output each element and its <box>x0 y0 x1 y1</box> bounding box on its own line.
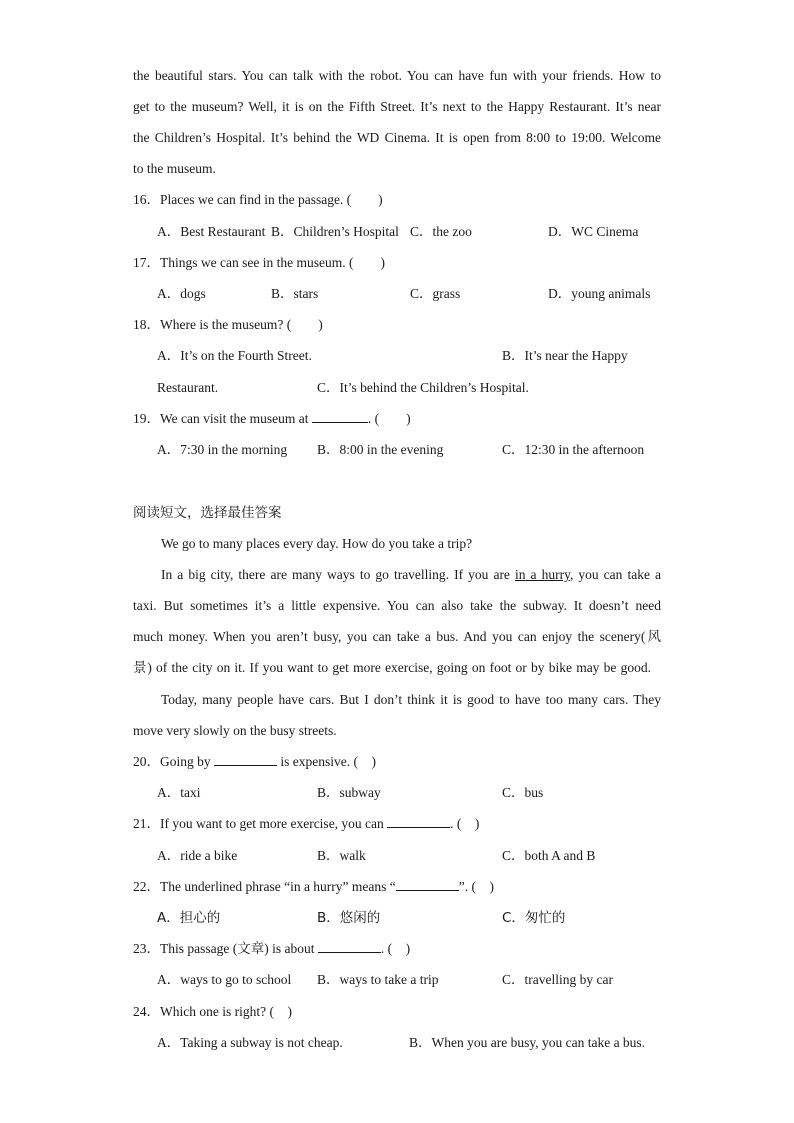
q24-option-a[interactable]: A．Taking a subway is not cheap. <box>157 1035 343 1050</box>
question-24-stem: 24．Which one is right? ( ) <box>133 1004 292 1019</box>
q22-option-a[interactable]: A．担心的 <box>157 910 221 926</box>
stem-text: 21．If you want to get more exercise, you can <box>133 816 388 831</box>
question-21-stem <box>133 815 479 833</box>
passage-line: Today, many people have cars. But I don’t think it is good to have too many cars. They <box>161 692 661 707</box>
q18-option-b-continued: Restaurant. <box>157 380 219 395</box>
passage-line: taxi. But sometimes it’s a little expensive. You can also take the subway. It doesn’t need <box>133 598 661 613</box>
stem-text: 22．The underlined phrase “in a hurry” means “ <box>133 879 396 894</box>
passage-line: the Children’s Hospital. It’s behind the WD Cinema. It is open from 8:00 to 19:00. Welcome <box>133 130 661 145</box>
stem-text: . ( ) <box>367 411 411 426</box>
section-heading: 阅读短文，选择最佳答案 <box>133 505 282 521</box>
answer-blank <box>396 878 459 891</box>
answer-blank <box>318 940 381 953</box>
stem-text: 19．We can visit the museum at <box>133 411 312 426</box>
question-18-stem: 18．Where is the museum? ( ) <box>133 317 323 332</box>
answer-blank <box>312 410 368 423</box>
q23-option-b[interactable]: B．ways to take a trip <box>317 972 439 987</box>
stem-text: is expensive. ( ) <box>277 754 376 769</box>
passage-line <box>161 566 661 584</box>
q22-option-c[interactable]: C．匆忙的 <box>502 910 566 926</box>
q20-option-a[interactable]: A．taxi <box>157 785 201 800</box>
answer-blank <box>387 815 450 828</box>
passage-text: , you can take a <box>569 567 661 582</box>
q21-option-c[interactable]: C．both A and B <box>502 848 596 863</box>
q17-option-b[interactable]: B．stars <box>271 286 319 301</box>
q21-option-a[interactable]: A．ride a bike <box>157 848 238 863</box>
q17-option-d[interactable]: D．young animals <box>548 286 651 301</box>
q24-option-b[interactable]: B．When you are busy, you can take a bus. <box>409 1035 646 1050</box>
q20-option-b[interactable]: B．subway <box>317 785 381 800</box>
q23-option-a[interactable]: A．ways to go to school <box>157 972 292 987</box>
stem-text: . ( ) <box>380 941 411 956</box>
q18-option-a[interactable]: A．It’s on the Fourth Street. <box>157 348 312 363</box>
q23-option-c[interactable]: C．travelling by car <box>502 972 613 987</box>
question-22-stem <box>133 878 494 896</box>
passage-line: 景) of the city on it. If you want to get more exercise, going on foot or by bike may be good. <box>133 660 651 675</box>
question-23-stem <box>133 940 410 958</box>
stem-text: 23．This passage (文章) is about <box>133 941 318 956</box>
stem-text: . ( ) <box>450 816 480 831</box>
passage-line: much money. When you aren’t busy, you can take a bus. And you can enjoy the scenery(风 <box>133 629 661 644</box>
stem-text: ”. ( ) <box>458 879 495 894</box>
passage-text: In a big city, there are many ways to go travelling. If you are <box>161 567 515 582</box>
passage-line: move very slowly on the busy streets. <box>133 723 337 738</box>
passage-line: We go to many places every day. How do you take a trip? <box>161 536 473 551</box>
q18-option-b[interactable]: B．It’s near the Happy <box>502 348 628 363</box>
question-17-stem: 17．Things we can see in the museum. ( ) <box>133 255 385 270</box>
q18-option-c[interactable]: C．It’s behind the Children’s Hospital. <box>317 380 529 395</box>
question-19-stem <box>133 410 411 428</box>
q16-option-c[interactable]: C．the zoo <box>410 224 472 239</box>
question-16-stem: 16．Places we can find in the passage. ( ) <box>133 192 383 207</box>
stem-text: 20．Going by <box>133 754 214 769</box>
q16-option-a[interactable]: A．Best Restaurant <box>157 224 266 239</box>
q19-option-b[interactable]: B．8:00 in the evening <box>317 442 444 457</box>
underlined-phrase: in a hurry <box>514 567 570 582</box>
q17-option-a[interactable]: A．dogs <box>157 286 206 301</box>
q16-option-d[interactable]: D．WC Cinema <box>548 224 639 239</box>
q17-option-c[interactable]: C．grass <box>410 286 461 301</box>
passage-line: to the museum. <box>133 161 216 176</box>
passage-line: get to the museum? Well, it is on the Fifth Street. It’s next to the Happy Restaurant. It’s near <box>133 99 661 114</box>
q19-option-a[interactable]: A．7:30 in the morning <box>157 442 288 457</box>
q20-option-c[interactable]: C．bus <box>502 785 544 800</box>
answer-blank <box>214 753 277 766</box>
passage-line: the beautiful stars. You can talk with the robot. You can have fun with your friends. How to <box>133 68 661 83</box>
q16-option-b[interactable]: B．Children’s Hospital <box>271 224 399 239</box>
q19-option-c[interactable]: C．12:30 in the afternoon <box>502 442 645 457</box>
question-20-stem <box>133 753 376 771</box>
q22-option-b[interactable]: B．悠闲的 <box>317 910 381 926</box>
q21-option-b[interactable]: B．walk <box>317 848 366 863</box>
